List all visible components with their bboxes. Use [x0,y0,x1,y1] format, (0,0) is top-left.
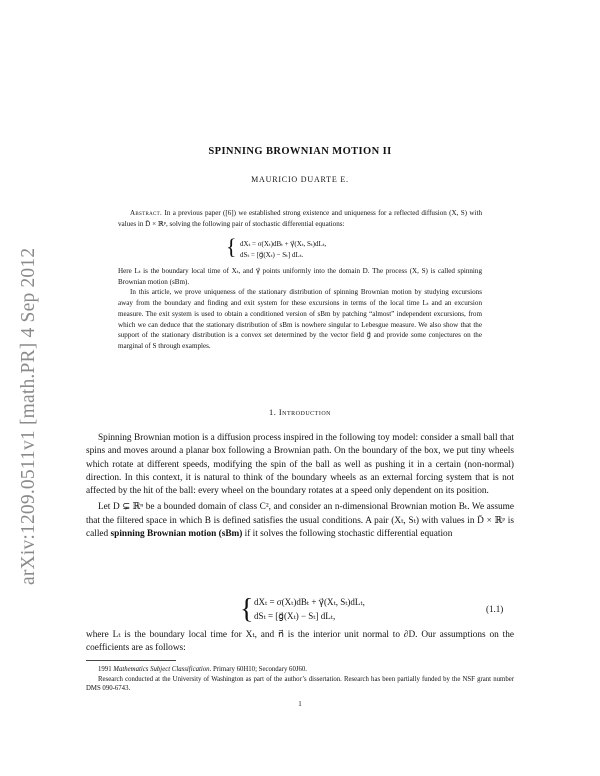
term-spinning-brownian-motion: spinning Brownian motion (sBm) [110,529,243,540]
equation-number: (1.1) [486,604,504,614]
abstract-equation-line-1: dXₜ = σ(Xₜ)dBₜ + γ⃗(Xₜ, Sₜ)dLₜ, [240,240,327,248]
body-text [86,432,514,541]
footnote-1-year: 1991 [98,666,112,673]
abstract-label: Abstract. [130,209,163,217]
page-number: 1 [298,700,302,708]
body-paragraph-3: where Lₜ is the boundary local time for Xₜ, and n⃗ is the interior unit normal to ∂D. Our assumptions on the coefficients are as follows: [86,630,514,654]
paper-author: MAURICIO DUARTE E. [251,175,349,184]
footnote-1-text: Primary 60H10; Secondary 60J60. [212,666,307,673]
footnote-rule [86,660,176,661]
main-equation-line-2: dSₜ = [g⃗(Xₜ) − Sₜ] dLₜ, [254,611,336,621]
abstract-paragraph-1: In a previous paper ([6]) we established strong existence and uniqueness for a reflected diffusion (X, S) with values in D̄ × ℝᵖ, solving the following pair of stochastic differential equations: [118,209,482,228]
footnotes [86,665,514,694]
main-equation-line-1: dXₜ = σ(Xₜ)dBₜ + γ⃗(Xₜ, Sₜ)dLₜ, [254,597,365,607]
body-paragraph-2: Let D ⊊ ℝⁿ be a bounded domain of class C², and consider an n-dimensional Brownian motion Bₜ. We assume that the filtered space in which B is defined satisfies the usual conditions. A pair (Xₜ, Sₜ) with values in D̄ × ℝᵖ is called spinning Brownian motion (sBm) if it solves the following stochastic differential equation [86,502,514,540]
footnote-2: Research conducted at the University of Washington as part of the author’s dissertation. Research has been partially funded by the NSF grant number DMS 090-6743. [86,675,514,693]
footnote-1-label: Mathematics Subject Classification. [113,666,212,673]
abstract-block-continued [118,266,482,352]
section-heading-introduction: 1. Introduction [269,408,331,417]
body-paragraph-1: Spinning Brownian motion is a diffusion process inspired in the following toy model: consider a small ball that spins and moves around a planar box following a Brownian path. On the boundary of the box, we put tiny wheels which rotate at different speeds, modifying the spin of the ball as well as pushing it in a certain (non-normal) direction. In this context, it is natural to think of the boundary wheels as an external forcing system that is not affected by the hit of the ball: every wheel on the boundary rotates at a speed only dependent on its position. [86,433,514,497]
abstract-paragraph-3: In this article, we prove uniqueness of the stationary distribution of spinning Brownian motion by studying excursions away from the boundary and finding and exit system for these excursions in terms of the local time Lₜ and an excursion measure. The exit system is used to obtain a conditioned version of sBm by patching “almost” independent excursions, from which we can deduce that the stationary distribution of sBm is nowhere singular to Lebesgue measure. We also show that the support of the stationary distribution is a convex set determined by the vector field g⃗ and provide some conjectures on the marginal of S through examples. [118,288,482,350]
body-text-continued [86,629,514,656]
arxiv-identifier: arXiv:1209.0511v1 [math.PR] 4 Sep 2012 [18,247,39,585]
paper-title: SPINNING BROWNIAN MOTION II [208,146,392,157]
abstract-paragraph-2: Here Lₜ is the boundary local time of Xₜ, and γ⃗ points uniformly into the domain D. The process (X, S) is called spinning Brownian motion (sBm). [118,267,482,286]
abstract-equation-line-2: dSₜ = [g⃗(Xₜ) − Sₜ] dLₜ. [240,251,304,259]
abstract-block [118,208,482,229]
